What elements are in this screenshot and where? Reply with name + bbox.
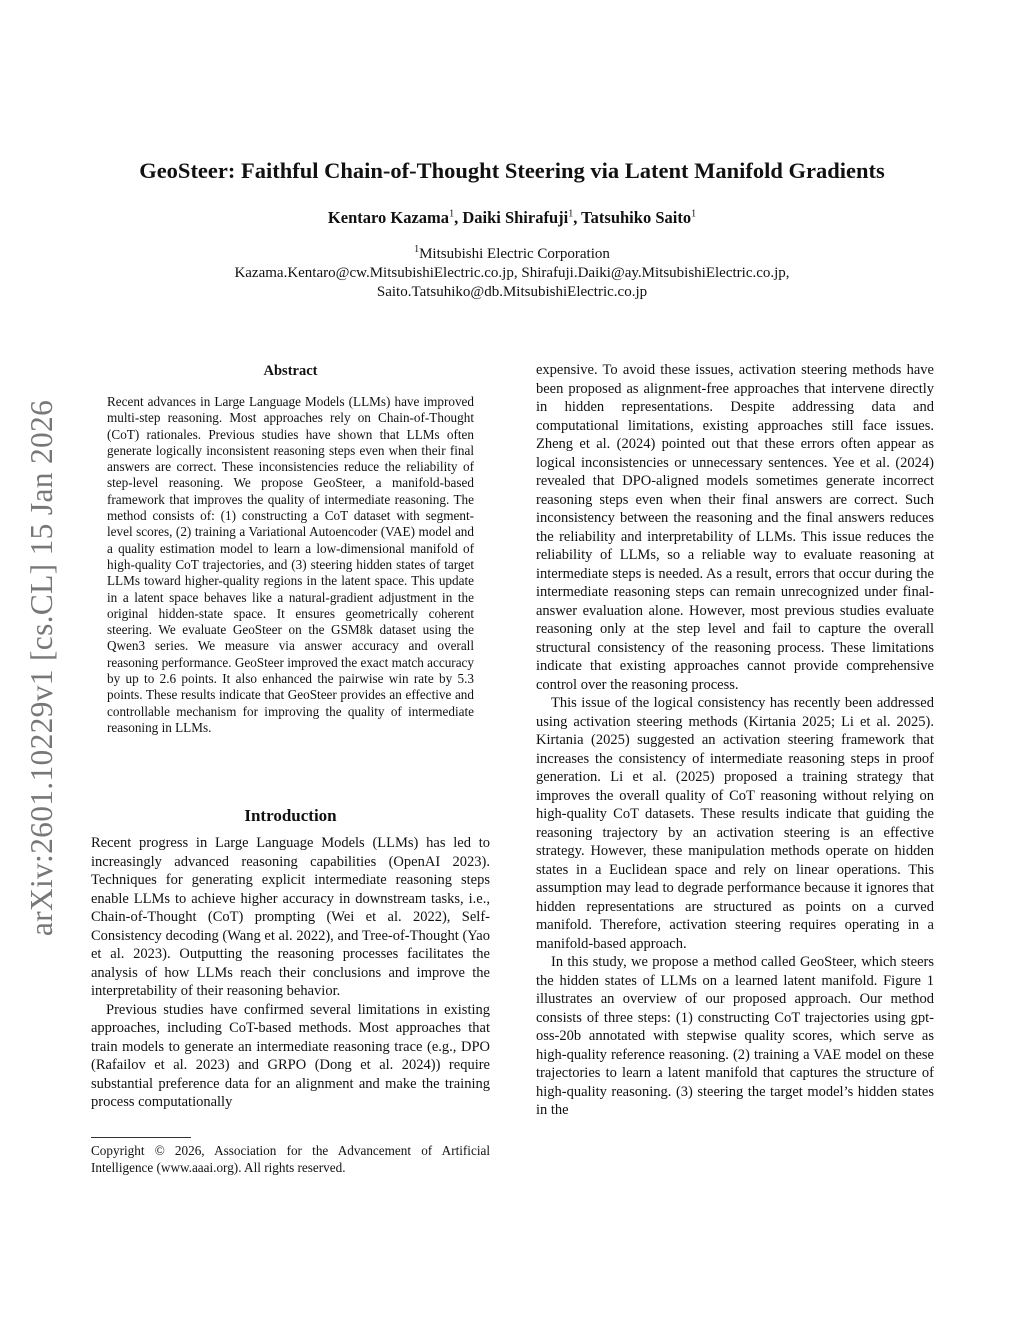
introduction-heading: Introduction [244, 806, 337, 825]
author-name: Kentaro Kazama [327, 208, 450, 227]
affiliation-block [0, 240, 1024, 302]
body-paragraph: In this study, we propose a method called GeoSteer, which steers the hidden states of LLMs on a learned latent manifold. Figure 1 illustrates an overview of our proposed approach. Our method consists of three steps: (1) constructing CoT trajectories using gpt-oss-20b annotated with stepwise quality scores, which serve as high-quality reference reasoning. (2) training a VAE model on these trajectories to learn a latent manifold that captures the structure of high-quality reasoning. (3) steering the target model’s hidden states in the [536, 954, 934, 1118]
body-paragraph: This issue of the logical consistency has recently been addressed using activation steering methods (Kirtania 2025; Li et al. 2025). Kirtania (2025) suggested an activation steering framework that increases the consistency of intermediate reasoning steps in proof generation. Li et al. (2025) proposed a training strategy that improves the overall quality of CoT reasoning without relying on high-quality CoT datasets. These results indicate that guiding the reasoning trajectory by an activation steering is an effective strategy. However, these manipulation methods operate on hidden states in a Euclidean space and rely on linear operations. This assumption may lead to degrade performance because it ignores that hidden representations are structured as points on a curved manifold. Therefore, activation steering requires operating in a manifold-based approach. [536, 695, 934, 952]
copyright-footnote [91, 1143, 490, 1176]
footnote-text: Copyright © 2026, Association for the Advancement of Artificial Intelligence (www.aaai.org). All rights reserved. [91, 1143, 490, 1175]
author-name: Tatsuhiko Saito [581, 208, 692, 227]
author-list [0, 208, 1024, 228]
email-line: Kazama.Kentaro@cw.MitsubishiElectric.co.jp, Shirafuji.Daiki@ay.MitsubishiElectric.co.jp, [234, 265, 790, 281]
right-column-body [536, 361, 934, 1120]
affiliation-mark: 1 [568, 208, 574, 220]
body-paragraph: expensive. To avoid these issues, activation steering methods have been proposed as alignment-free approaches that intervene directly in hidden representations. Despite addressing data and computational limitations, existing approaches still face issues. Zheng et al. (2024) pointed out that these errors often appear as logical inconsistencies or unnecessary sentences. Yee et al. (2024) revealed that DPO-aligned models sometimes generate incorrect reasoning steps even when their final answers are correct. Such inconsistency between the reasoning and the final answers reduces the reliability and interpretability of LLMs. This issue reduces the reliability of LLMs, so a reliable way to evaluate reasoning at intermediate steps is needed. As a result, errors that occur during the intermediate reasoning steps can remain unrecognized under final-answer evaluation alone. However, most previous studies evaluate reasoning only at the step level and fail to capture the overall structural consistency of the reasoning process. These limitations indicate that existing approaches cannot provide comprehensive control over the reasoning process. [536, 362, 934, 693]
body-paragraph: Previous studies have confirmed several limitations in existing approaches, including CoT-based methods. Most approaches that train models to generate an intermediate reasoning trace (e.g., DPO (Rafailov et al. 2023) and GRPO (Dong et al. 2024)) require substantial preference data for an alignment and make the training process computationally [91, 1001, 490, 1110]
introduction-body [91, 834, 490, 1112]
arxiv-identifier-stamp [22, 372, 62, 964]
affiliation-name: Mitsubishi Electric Corporation [419, 246, 610, 262]
footnote-rule [91, 1137, 191, 1138]
body-paragraph: Recent progress in Large Language Models (LLMs) has led to increasingly advanced reasoning capabilities (OpenAI 2023). Techniques for generating explicit intermediate reasoning steps enable LLMs to achieve higher accuracy in downstream tasks, i.e., Chain-of-Thought (CoT) prompting (Wei et al. 2022), Self-Consistency decoding (Wang et al. 2022), and Tree-of-Thought (Yao et al. 2023). Outputting the reasoning processes facilitates the analysis of how LLMs reach their conclusions and improve the interpretability of their reasoning behavior. [91, 835, 490, 999]
email-line: Saito.Tatsuhiko@db.MitsubishiElectric.co.jp [376, 284, 648, 300]
arxiv-identifier-text: arXiv:2601.10229v1 [cs.CL] 15 Jan 2026 [24, 399, 59, 937]
affiliation-mark: 1 [691, 208, 697, 220]
author-name: Daiki Shirafuji [462, 208, 569, 227]
abstract-body [107, 394, 474, 736]
affiliation-mark: 1 [449, 208, 455, 220]
author-separator: , [573, 208, 582, 227]
author-separator: , [454, 208, 463, 227]
affiliation-line [0, 240, 1024, 264]
abstract-paragraph: Recent advances in Large Language Models (LLMs) have improved multi-step reasoning. Most approaches rely on Chain-of-Thought (CoT) rationales. Previous studies have shown that LLMs often generate logically inconsistent reasoning steps even when their final answers are correct. These inconsistencies reduce the reliability of step-level reasoning. We propose GeoSteer, a manifold-based framework that improves the quality of intermediate reasoning. The method consists of: (1) constructing a CoT dataset with segment-level scores, (2) training a Variational Autoencoder (VAE) model and a quality estimation model to learn a low-dimensional manifold of high-quality CoT trajectories, and (3) steering hidden states of target LLMs toward higher-quality regions in the latent space. This update in a latent space behaves like a natural-gradient adjustment in the original hidden-state space. It ensures geometrically coherent steering. We evaluate GeoSteer on the GSM8k dataset using the Qwen3 series. We measure via answer accuracy and overall reasoning performance. GeoSteer improved the exact match accuracy by up to 2.6 points. It also enhanced the pairwise win rate by 5.3 points. These results indicate that GeoSteer provides an effective and controllable mechanism for improving the quality of intermediate reasoning in LLMs. [107, 394, 474, 735]
paper-title: GeoSteer: Faithful Chain-of-Thought Steering via Latent Manifold Gradients [139, 158, 885, 183]
abstract-heading: Abstract [263, 363, 318, 379]
affiliation-mark: 1 [414, 244, 420, 255]
